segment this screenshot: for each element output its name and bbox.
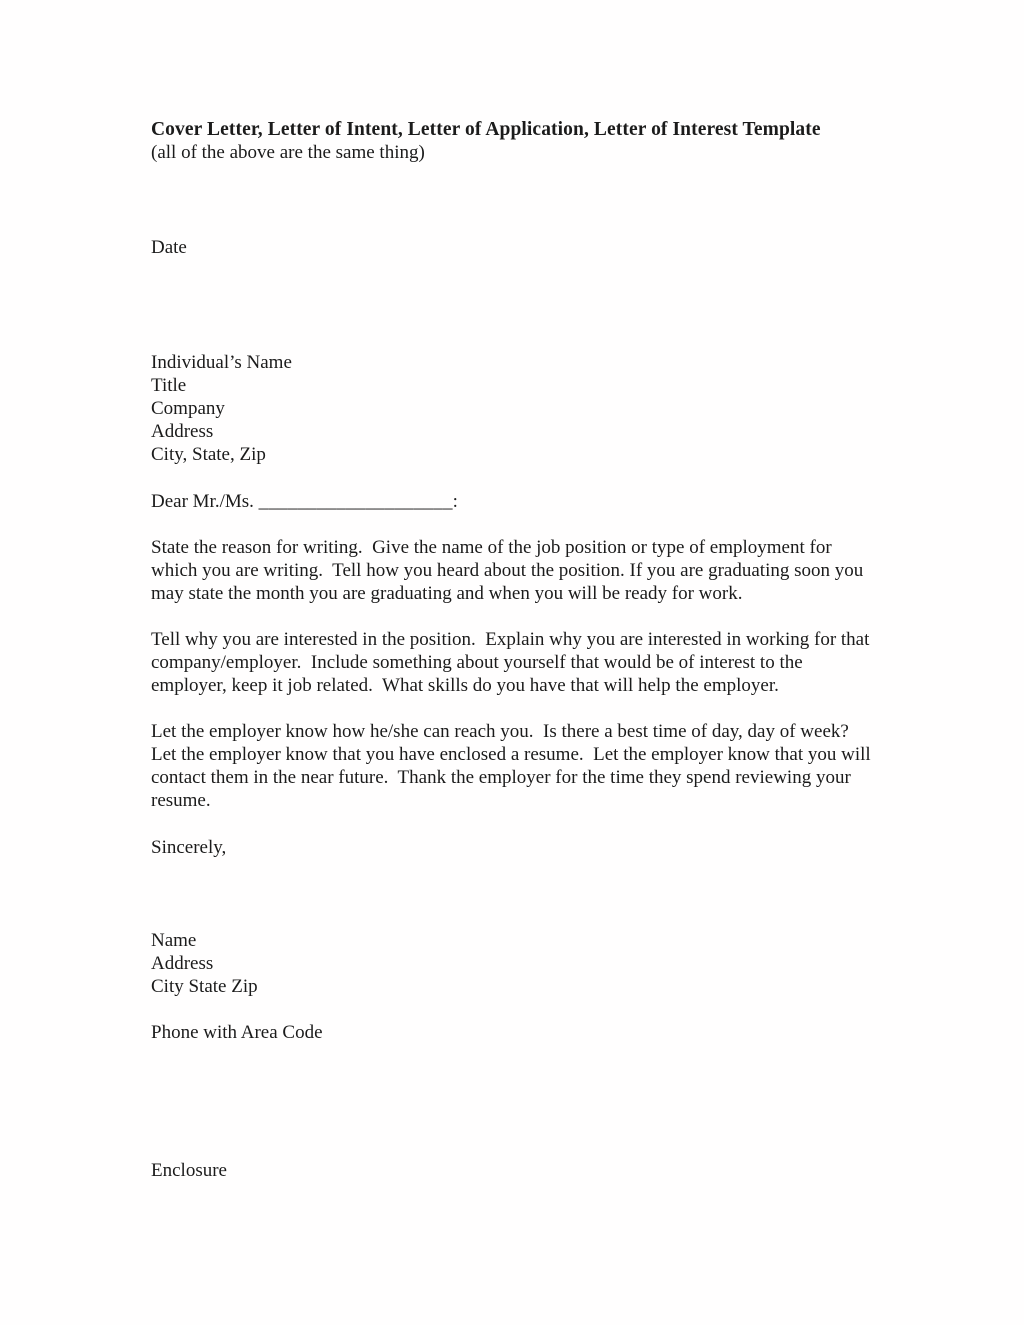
document-subtitle: (all of the above are the same thing)	[151, 142, 425, 163]
signature-address-line: Address	[151, 953, 214, 974]
recipient-title-line: Title	[151, 375, 187, 396]
recipient-address-block	[151, 351, 873, 466]
date-placeholder: Date	[151, 237, 187, 258]
letter-content	[151, 118, 876, 1182]
salutation-line	[151, 490, 873, 513]
signature-block	[151, 929, 873, 998]
document-header	[151, 118, 873, 164]
document-title: Cover Letter, Letter of Intent, Letter of Application, Letter of Interest Template	[151, 119, 821, 140]
signature-name-line: Name	[151, 930, 197, 951]
paragraph-contact-info: Let the employer know how he/she can reach you. Is there a best time of day, day of week? Let the employer know that you have enclosed a resume. Let the employer know that you will contact them in the near future. Thank the employer for the time they spend reviewing your resume.	[151, 721, 876, 811]
recipient-city-state-zip-line: City, State, Zip	[151, 444, 266, 465]
salutation-blank: ____________________	[258, 491, 453, 512]
paragraph-why-interested: Tell why you are interested in the position. Explain why you are interested in working for that company/employer. Include something about yourself that would be of interest to the employer, keep it job related. What skills do you have that will help the employer.	[151, 629, 875, 696]
recipient-name-line: Individual’s Name	[151, 352, 292, 373]
signature-city-state-zip-line: City State Zip	[151, 976, 258, 997]
closing-line: Sincerely,	[151, 837, 227, 858]
salutation-prefix: Dear Mr./Ms.	[151, 491, 259, 512]
recipient-address-line: Address	[151, 421, 214, 442]
phone-line: Phone with Area Code	[151, 1022, 323, 1043]
recipient-company-line: Company	[151, 398, 225, 419]
paragraph-reason-for-writing: State the reason for writing. Give the name of the job position or type of employment for which you are writing. Tell how you heard about the position. If you are graduating soon you may state the month you are graduating and when you will be ready for work.	[151, 537, 868, 604]
enclosure-line: Enclosure	[151, 1160, 227, 1181]
salutation-colon: :	[452, 491, 458, 512]
